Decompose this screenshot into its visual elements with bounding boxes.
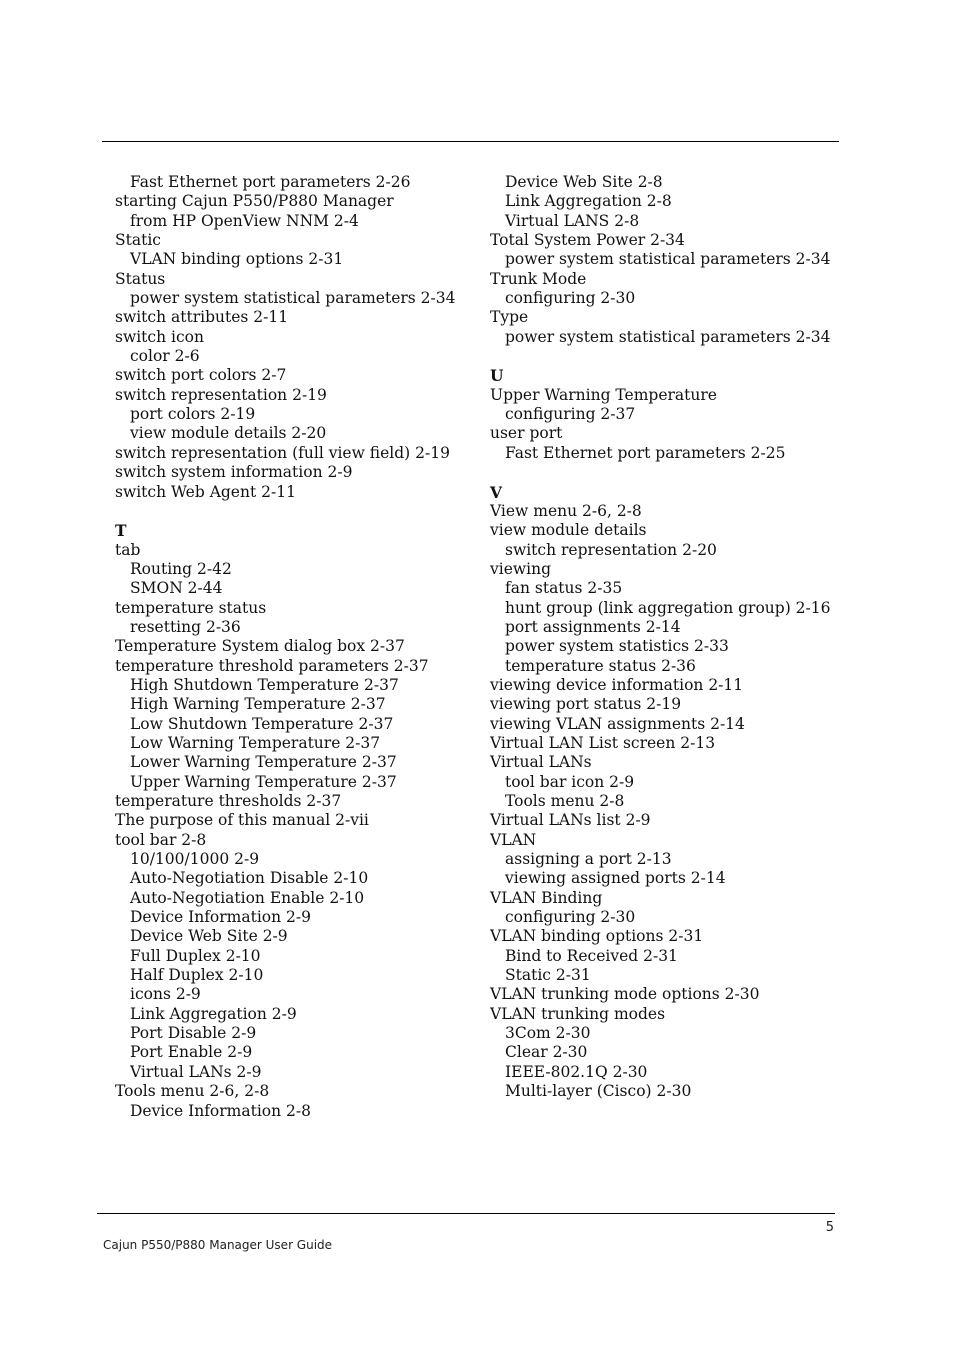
index-entry: Total System Power 2-34 — [490, 231, 685, 250]
index-subentry: Half Duplex 2-10 — [130, 966, 264, 985]
index-entry: switch representation (full view field) 2-19 — [115, 443, 450, 462]
index-subentry: Static 2-31 — [505, 966, 591, 985]
index-subentry: icons 2-9 — [130, 985, 201, 1004]
index-letter-heading: U — [490, 366, 504, 386]
index-subentry: Clear 2-30 — [505, 1043, 588, 1062]
index-subentry: from HP OpenView NNM 2-4 — [130, 211, 359, 230]
index-subentry: Low Warning Temperature 2-37 — [130, 733, 381, 752]
index-subentry: assigning a port 2-13 — [505, 850, 672, 869]
index-subentry: Link Aggregation 2-8 — [505, 192, 672, 211]
index-column-right — [490, 173, 840, 1102]
index-entry: temperature threshold parameters 2-37 — [115, 656, 429, 675]
index-entry: VLAN binding options 2-31 — [490, 927, 704, 946]
index-subentry: tool bar icon 2-9 — [505, 772, 635, 791]
index-entry: switch system information 2-9 — [115, 463, 353, 482]
index-entry: VLAN Binding — [490, 888, 603, 907]
index-subentry: Device Web Site 2-9 — [130, 927, 288, 946]
index-subentry: Multi-layer (Cisco) 2-30 — [505, 1082, 692, 1101]
index-entry: switch attributes 2-11 — [115, 308, 289, 327]
index-subentry: switch representation 2-20 — [505, 540, 717, 559]
index-subentry: Low Shutdown Temperature 2-37 — [130, 714, 394, 733]
index-subentry: 10/100/1000 2-9 — [130, 850, 260, 869]
index-subentry: Device Web Site 2-8 — [505, 173, 663, 191]
index-entry: Type — [490, 308, 529, 327]
index-subentry: IEEE-802.1Q 2-30 — [505, 1062, 648, 1081]
header-rule — [102, 141, 839, 142]
blank-line — [115, 502, 475, 521]
index-subentry: Auto-Negotiation Enable 2-10 — [130, 888, 365, 907]
index-subentry: power system statistical parameters 2-34 — [505, 327, 831, 346]
footer-title: Cajun P550/P880 Manager User Guide — [103, 1238, 333, 1252]
index-subentry: power system statistical parameters 2-34 — [505, 250, 831, 269]
index-subentry: configuring 2-30 — [505, 908, 636, 927]
index-subentry: Fast Ethernet port parameters 2-25 — [505, 443, 786, 462]
index-subentry: color 2-6 — [130, 347, 200, 366]
index-entry: Status — [115, 269, 166, 288]
index-subentry: 3Com 2-30 — [505, 1024, 591, 1043]
index-entry: temperature status — [115, 598, 267, 617]
index-entry: Static — [115, 231, 161, 250]
index-subentry: Port Disable 2-9 — [130, 1024, 257, 1043]
index-entry: viewing port status 2-19 — [490, 695, 682, 714]
index-entry: The purpose of this manual 2-vii — [115, 811, 369, 830]
index-letter-heading: V — [490, 482, 503, 502]
index-entry: switch icon — [115, 327, 204, 346]
index-subentry: Routing 2-42 — [130, 559, 232, 578]
index-entry: tool bar 2-8 — [115, 830, 207, 849]
index-subentry: Full Duplex 2-10 — [130, 946, 261, 965]
index-subentry: resetting 2-36 — [130, 617, 241, 636]
index-letter-heading: T — [115, 521, 127, 541]
index-subentry: configuring 2-37 — [505, 405, 636, 424]
index-entry: Temperature System dialog box 2-37 — [115, 637, 405, 656]
index-subentry: view module details 2-20 — [130, 424, 327, 443]
index-column-left — [115, 173, 475, 1121]
index-entry: VLAN — [490, 830, 537, 849]
index-subentry: SMON 2-44 — [130, 579, 223, 598]
index-subentry: Virtual LANS 2-8 — [505, 211, 640, 230]
index-subentry: Device Information 2-9 — [130, 908, 312, 927]
index-subentry: Device Information 2-8 — [130, 1101, 312, 1120]
index-subentry: Auto-Negotiation Disable 2-10 — [130, 869, 369, 888]
blank-line — [490, 347, 840, 366]
index-entry: viewing device information 2-11 — [490, 675, 744, 694]
index-subentry: Bind to Received 2-31 — [505, 946, 678, 965]
index-entry: VLAN trunking modes — [490, 1004, 666, 1023]
index-subentry: fan status 2-35 — [505, 579, 623, 598]
index-subentry: High Shutdown Temperature 2-37 — [130, 675, 399, 694]
index-subentry: power system statistics 2-33 — [505, 637, 729, 656]
blank-line — [490, 463, 840, 482]
index-subentry: Link Aggregation 2-9 — [130, 1004, 297, 1023]
index-subentry: Virtual LANs 2-9 — [130, 1062, 262, 1081]
index-subentry: power system statistical parameters 2-34 — [130, 289, 456, 308]
index-entry: Virtual LANs — [490, 753, 592, 772]
index-subentry: Port Enable 2-9 — [130, 1043, 253, 1062]
index-entry: viewing — [490, 559, 552, 578]
index-entry: switch Web Agent 2-11 — [115, 482, 296, 501]
index-entry: Upper Warning Temperature — [490, 385, 717, 404]
index-entry: user port — [490, 424, 563, 443]
index-entry: Tools menu 2-6, 2-8 — [115, 1082, 270, 1101]
index-subentry: VLAN binding options 2-31 — [130, 250, 344, 269]
index-subentry: Tools menu 2-8 — [505, 792, 625, 810]
index-subentry: temperature status 2-36 — [505, 656, 696, 675]
index-subentry: configuring 2-30 — [505, 289, 636, 308]
index-subentry: Upper Warning Temperature 2-37 — [130, 772, 397, 791]
index-entry: Trunk Mode — [490, 269, 587, 288]
index-entry: viewing VLAN assignments 2-14 — [490, 714, 745, 733]
index-subentry: port colors 2-19 — [130, 405, 256, 424]
index-entry: Virtual LAN List screen 2-13 — [490, 733, 716, 752]
index-entry: switch port colors 2-7 — [115, 366, 287, 385]
index-entry: View menu 2-6, 2-8 — [490, 501, 642, 520]
index-entry: temperature thresholds 2-37 — [115, 792, 342, 810]
index-subentry: Fast Ethernet port parameters 2-26 — [130, 173, 411, 191]
index-entry: switch representation 2-19 — [115, 385, 327, 404]
index-entry: starting Cajun P550/P880 Manager — [115, 192, 394, 211]
index-entry: view module details — [490, 521, 647, 540]
index-subentry: Lower Warning Temperature 2-37 — [130, 753, 397, 772]
index-entry: Virtual LANs list 2-9 — [490, 811, 651, 830]
page-number: 5 — [825, 1220, 834, 1235]
index-subentry: viewing assigned ports 2-14 — [505, 869, 726, 888]
footer-rule — [97, 1213, 835, 1214]
index-subentry: port assignments 2-14 — [505, 617, 681, 636]
index-subentry: High Warning Temperature 2-37 — [130, 695, 386, 714]
index-entry: tab — [115, 540, 141, 559]
index-entry: VLAN trunking mode options 2-30 — [490, 985, 760, 1004]
index-subentry: hunt group (link aggregation group) 2-16 — [505, 598, 831, 617]
